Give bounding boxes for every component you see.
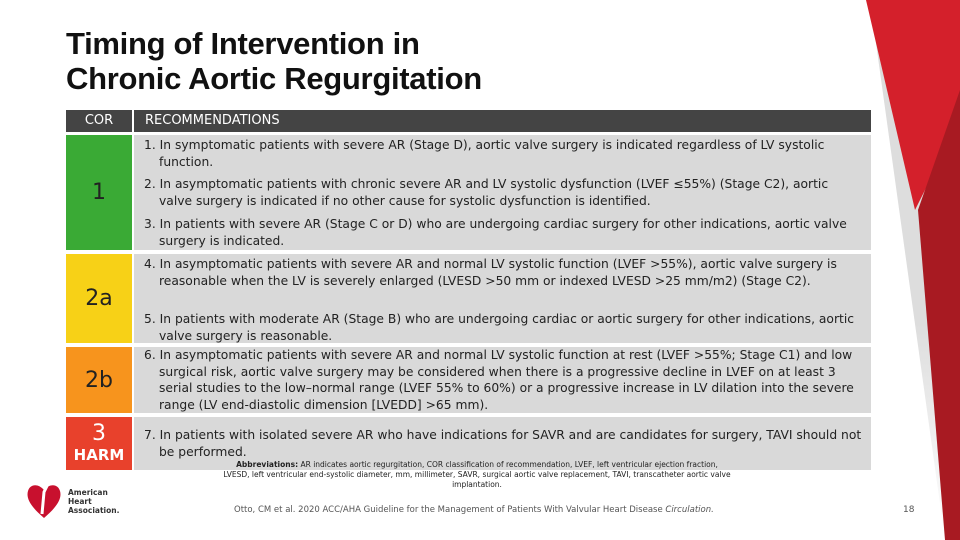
heart-torch-logo-icon (24, 478, 64, 520)
recommendation-6: 6. In asymptomatic patients with severe AR and normal LV systolic function at rest (LVEF >55%; Stage C1) and low surgical risk, aortic valve surgery may be considered when there is a progressive decline in LVEF on at least 3 serial studies to the low–normal range (LVEF 55% to 60%) or a progressive increase in LV dilation into the severe range (LV end-diastolic dimension [LVEDD] >65 mm). (144, 348, 854, 412)
page-number: 18 (903, 505, 915, 515)
header-recommendations: RECOMMENDATIONS (134, 110, 871, 132)
cor-2a: 2a (66, 254, 132, 343)
recommendation-3: 3. In patients with severe AR (Stage C or D) who are undergoing cardiac surgery for other indications, aortic valve surgery is indicated. (144, 217, 847, 248)
citation: Otto, CM et al. 2020 ACC/AHA Guideline for the Management of Patients With Valvular Heart Disease Circulation. (234, 505, 714, 515)
recommendation-2: 2. In asymptomatic patients with chronic severe AR and LV systolic dysfunction (LVEF ≤55%) (Stage C2), aortic valve surgery is indicated if no other cause for systolic dysfunction is identified. (144, 177, 829, 208)
aha-logo-text: American Heart Association. (68, 488, 120, 515)
cor-3-harm: 3 HARM (66, 417, 132, 470)
header-cor: COR (66, 110, 132, 132)
rec-block-2a (134, 254, 871, 343)
rec-block-1 (134, 135, 871, 250)
recommendation-4: 4. In asymptomatic patients with severe AR and normal LV systolic function (LVEF >55%), aortic valve surgery is reasonable when the LV is severely enlarged (LVESD >50 mm or indexed LVESD >25 mm/m2) (Stage C2). (144, 257, 837, 288)
recommendation-5: 5. In patients with moderate AR (Stage B) who are undergoing cardiac or aortic surgery for other indications, aortic valve surgery is reasonable. (144, 312, 855, 343)
cor-2b: 2b (66, 347, 132, 413)
abbreviations-note: Abbreviations: AR indicates aortic regurgitation, COR classification of recommendation, LVEF, left ventricular ejection fraction, LVESD, left ventricular end-systolic diameter, mm, millimeter, SAVR, surgical aortic valve replacement, TAVI, transcatheter aortic valve implantation. (223, 460, 731, 489)
page-title: Timing of Intervention in Chronic Aortic Regurgitation (66, 26, 482, 96)
cor-1: 1 (66, 135, 132, 250)
recommendation-7: 7. In patients with isolated severe AR who have indications for SAVR and are candidates for surgery, TAVI should not be performed. (144, 428, 862, 459)
rec-block-2b (134, 347, 871, 413)
recommendation-1: 1. In symptomatic patients with severe AR (Stage D), aortic valve surgery is indicated regardless of LV systolic function. (144, 138, 825, 169)
